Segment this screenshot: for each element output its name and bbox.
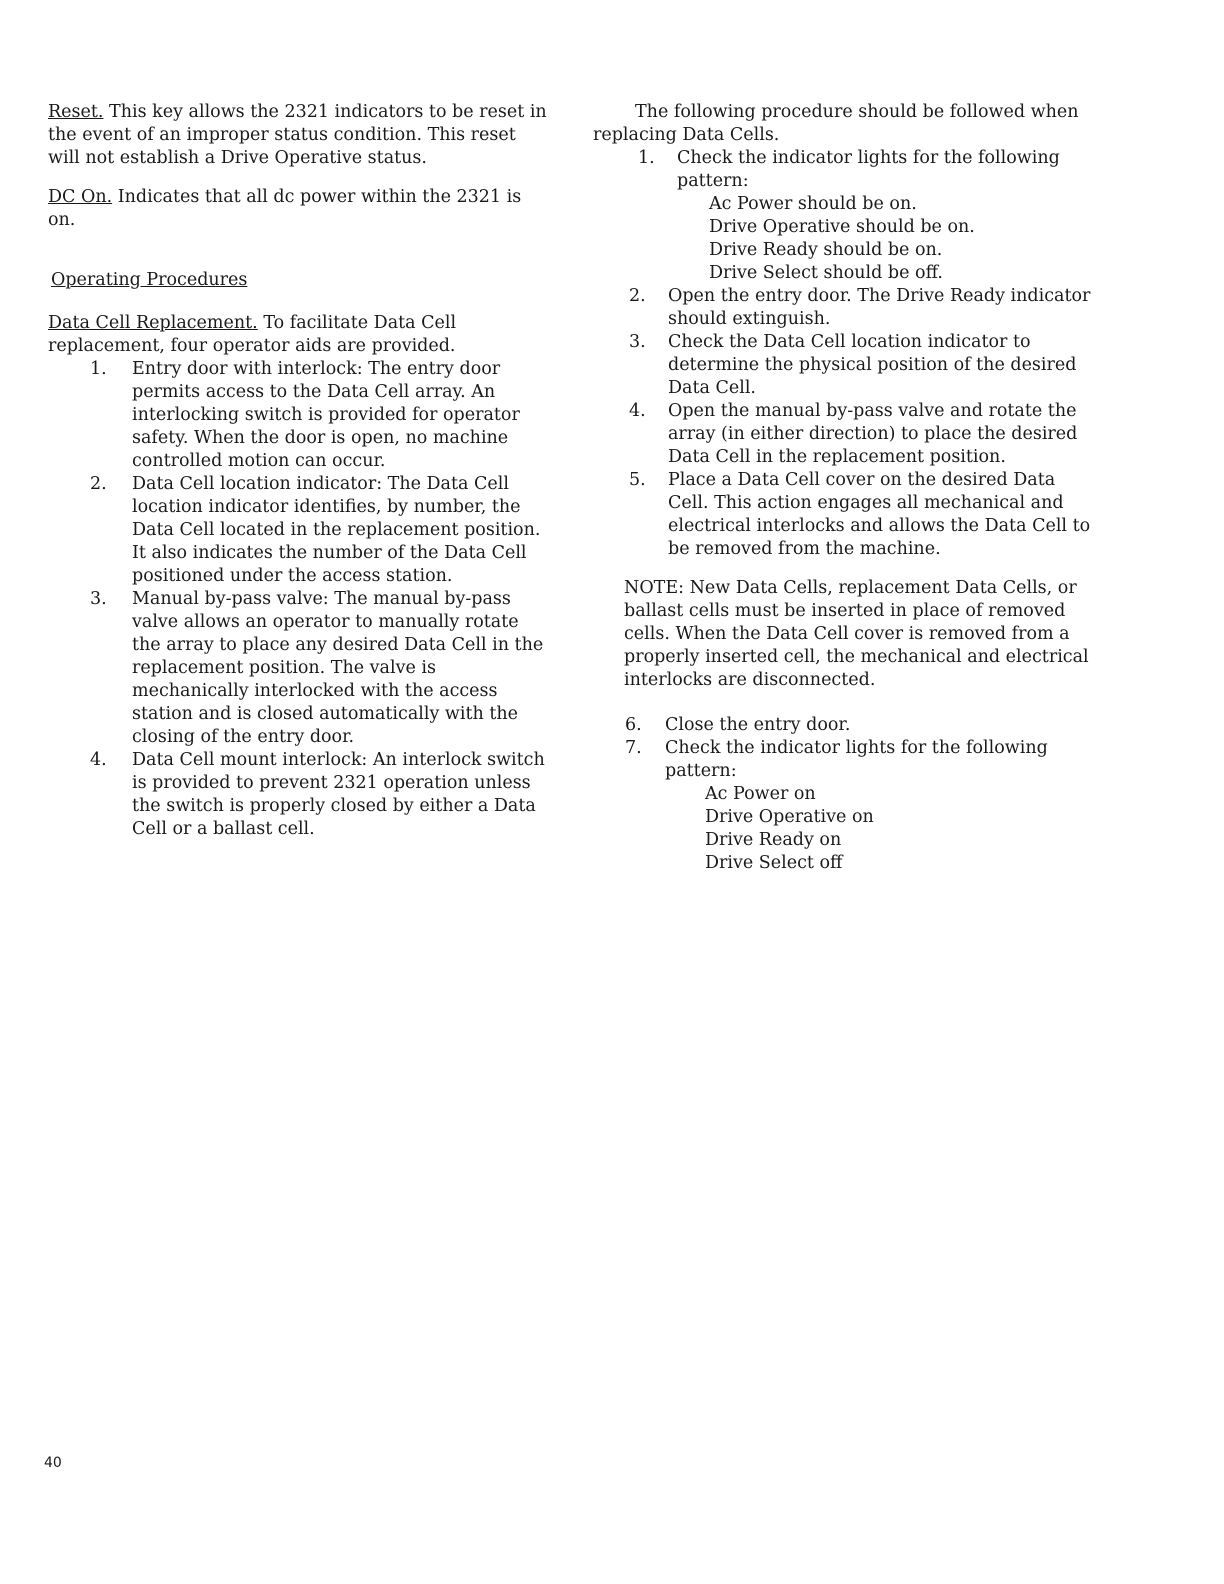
- indicator-pattern-1: Ac Power should be on. Drive Operative should be on. Drive Ready should be on. Drive Select should be off.: [709, 194, 975, 283]
- procedure-steps-continued: [593, 714, 1093, 875]
- list-item: 3. Check the Data Cell location indicator to determine the physical position of the desired Data Cell.: [629, 332, 1077, 398]
- dc-on-paragraph: [48, 186, 548, 232]
- reset-text: This key allows the 2321 indicators to be reset in the event of an improper status condition. This reset will not establish a Drive Operative status.: [48, 102, 547, 168]
- list-item: 3. Manual by-pass valve: The manual by-pass valve allows an operator to manually rotate the array to place any desired Data Cell in the replacement position. The valve is mechanically interlocked with the access station and is closed automatically with the closing of the entry door.: [90, 589, 544, 747]
- list-item: 6. Close the entry door.: [625, 715, 851, 735]
- replacement-term: Data Cell Replacement.: [48, 313, 258, 333]
- dc-on-text: Indicates that all dc power within the 2321 is on.: [48, 187, 522, 230]
- section-heading: Operating Procedures: [51, 270, 248, 290]
- note-paragraph: NOTE: New Data Cells, replacement Data Cells, or ballast cells must be inserted in place of removed cells. When the Data Cell cover is removed from a properly inserted cell, the mechanical and electrical interlocks are disconnected.: [624, 578, 1089, 690]
- list-item: 1. Entry door with interlock: The entry door permits access to the Data Cell array. An interlocking switch is provided for operator safety. When the door is open, no machine controlled motion can occur.: [90, 359, 520, 471]
- procedure-steps: [593, 147, 1093, 561]
- dc-on-term: DC On.: [48, 187, 113, 207]
- reset-paragraph: [48, 101, 548, 170]
- list-item: 5. Place a Data Cell cover on the desired Data Cell. This action engages all mechanical and electrical interlocks and allows the Data Cell to be removed from the machine.: [629, 470, 1091, 559]
- left-column: [48, 101, 548, 841]
- reset-term: Reset.: [48, 102, 104, 122]
- list-item: 2. Open the entry door. The Drive Ready indicator should extinguish.: [629, 286, 1091, 329]
- procedure-intro: The following procedure should be followed when replacing Data Cells.: [593, 102, 1079, 145]
- list-item: 2. Data Cell location indicator: The Data Cell location indicator identifies, by number, the Data Cell located in the replacement position. It also indicates the number of the Data Cell positioned under the access station.: [90, 474, 541, 586]
- list-item: 4. Open the manual by-pass valve and rotate the array (in either direction) to place the desired Data Cell in the replacement position.: [629, 401, 1078, 467]
- operator-aids-list: [48, 358, 548, 841]
- list-item: 4. Data Cell mount interlock: An interlock switch is provided to prevent 2321 operation unless the switch is properly closed by either a Data Cell or a ballast cell.: [90, 750, 545, 839]
- page-number: 40: [44, 1455, 62, 1471]
- indicator-pattern-2: Ac Power on Drive Operative on Drive Ready on Drive Select off: [705, 784, 874, 873]
- replacement-text: To facilitate Data Cell replacement, four operator aids are provided.: [48, 313, 457, 356]
- replacement-paragraph: [48, 312, 548, 358]
- list-item: 1. Check the indicator lights for the following pattern: Ac Power should be on. Drive Operative should be on. Drive Ready should be on. Drive Select should be off.: [593, 147, 1093, 285]
- right-column: [593, 101, 1093, 875]
- list-item: 7. Check the indicator lights for the following pattern: Ac Power on Drive Operative on Drive Ready on Drive Select off: [593, 737, 1093, 875]
